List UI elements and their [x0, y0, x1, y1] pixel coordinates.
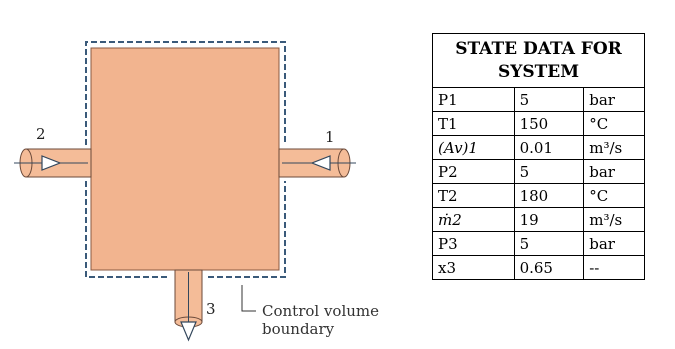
table-row: [433, 160, 645, 184]
row-unit: m³/s: [584, 136, 645, 160]
row-value: 5: [514, 88, 584, 112]
row-value: 0.65: [514, 256, 584, 280]
table-row: [433, 184, 645, 208]
table-row: [433, 256, 645, 280]
row-unit: °C: [584, 184, 645, 208]
boundary-label-line2: boundary: [262, 320, 335, 338]
row-value: 180: [514, 184, 584, 208]
row-name: T1: [433, 112, 515, 136]
boundary-leader-line: [242, 285, 256, 311]
boundary-label-line1: Control volume: [262, 302, 380, 320]
row-value: 0.01: [514, 136, 584, 160]
row-name: x3: [433, 256, 515, 280]
inlet-pipe-1: [279, 149, 356, 177]
row-unit: bar: [584, 232, 645, 256]
flow-arrow-down-icon: [181, 322, 196, 340]
row-unit: bar: [584, 88, 645, 112]
state-data-table: [432, 33, 645, 280]
exit-pipe-3: [175, 270, 202, 340]
inlet-pipe-2: [14, 149, 91, 177]
table-row: [433, 232, 645, 256]
row-value: 150: [514, 112, 584, 136]
table-row: [433, 88, 645, 112]
row-name: (Av)1: [433, 136, 515, 160]
table-row: [433, 208, 645, 232]
row-value: 5: [514, 160, 584, 184]
row-name: P1: [433, 88, 515, 112]
exit-3-label: 3: [206, 300, 216, 318]
table-row: [433, 112, 645, 136]
row-value: 5: [514, 232, 584, 256]
row-name: P3: [433, 232, 515, 256]
row-unit: m³/s: [584, 208, 645, 232]
row-name: T2: [433, 184, 515, 208]
row-value: 19: [514, 208, 584, 232]
row-unit: --: [584, 256, 645, 280]
row-unit: °C: [584, 112, 645, 136]
table-row: [433, 136, 645, 160]
tank: [91, 48, 279, 270]
row-name: ṁ2: [433, 208, 515, 232]
row-unit: bar: [584, 160, 645, 184]
inlet-1-label: 1: [325, 128, 335, 146]
row-name: P2: [433, 160, 515, 184]
inlet-2-label: 2: [36, 125, 46, 143]
table-header: STATE DATA FOR SYSTEM: [433, 34, 645, 88]
